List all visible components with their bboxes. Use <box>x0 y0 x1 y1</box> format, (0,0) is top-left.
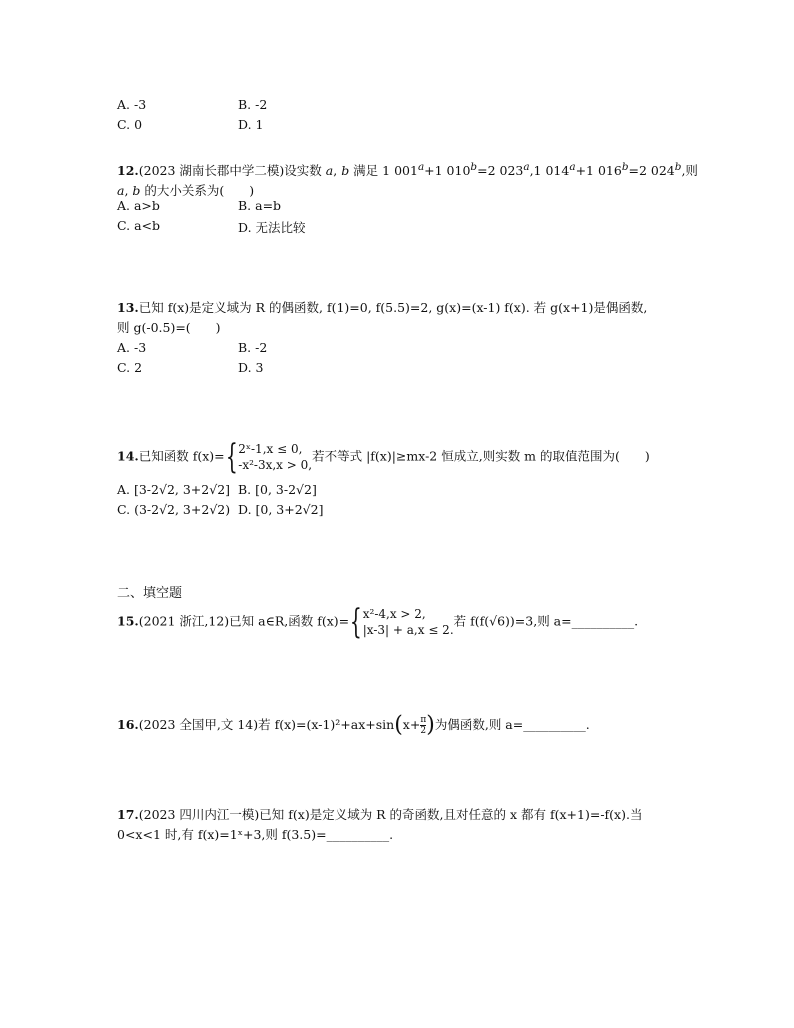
q17-line2: 0<x<1 时,有 f(x)=1ˣ+3,则 f(3.5)= <box>117 827 327 842</box>
q14-case-2: -x²-3x,x > 0, <box>238 458 313 472</box>
q15-piecewise: { x²-4,x > 2, |x-3| + a,x ≤ 2. <box>349 602 454 642</box>
q12-option-d: D. 无法比较 <box>238 220 306 235</box>
q14-number: 14. <box>117 448 139 464</box>
q12-source: (2023 湖南长郡中学二模) <box>138 163 285 179</box>
q13-option-c: C. 2 <box>117 360 143 375</box>
question-12 <box>117 157 698 201</box>
question-17: 17.(2023 四川内江一模)已知 f(x)是定义域为 R 的奇函数,且对任意的 x 都有 f(x+1)=-f(x).当 0<x<1 时,有 f(x)=1ˣ+3,则 f(3.5)=__________. <box>117 807 643 842</box>
q12-option-b: B. a=b <box>238 198 282 213</box>
section-heading-fill-in: 二、填空题 <box>117 586 183 601</box>
q14-condition: 若不等式 |f(x)|≥mx-2 恒成立,则实数 m 的取值范围为( ) <box>312 448 650 464</box>
question-15: 15.(2021 浙江,12)已知 a∈R,函数 f(x)= { x²-4,x > 2, |x-3| + a,x ≤ 2. 若 f(f(√6))=3,则 a=__________. <box>117 602 639 642</box>
q16-answer-blank[interactable]: __________ <box>523 717 586 732</box>
q15-number: 15. <box>117 613 139 629</box>
question-14: 14.已知函数 f(x)= { 2ˣ-1,x ≤ 0, -x²-3x,x > 0, 若不等式 |f(x)|≥mx-2 恒成立,则实数 m 的取值范围为( ) <box>117 437 650 477</box>
q11-option-d: D. 1 <box>238 117 264 132</box>
q12-option-a: A. a>b <box>117 198 160 213</box>
q14-option-c: C. (3-2√2, 3+2√2) <box>117 502 231 517</box>
q15-answer-blank[interactable]: __________ <box>571 613 635 629</box>
q16-number: 16. <box>117 717 139 732</box>
q11-option-a: A. -3 <box>117 97 147 112</box>
q13-option-d: D. 3 <box>238 360 264 375</box>
q13-number: 13. <box>117 300 139 315</box>
q17-line1: (2023 四川内江一模)已知 f(x)是定义域为 R 的奇函数,且对任意的 x 都有 f(x+1)=-f(x).当 <box>138 807 643 822</box>
q13-option-b: B. -2 <box>238 340 268 355</box>
q13-line1: 已知 f(x)是定义域为 R 的偶函数, f(1)=0, f(5.5)=2, g(x)=(x-1) f(x). 若 g(x+1)是偶函数, <box>138 300 648 315</box>
q14-option-b: B. [0, 3-2√2] <box>238 482 317 497</box>
q13-line2: 则 g(-0.5)=( ) <box>117 320 221 335</box>
q14-option-d: D. [0, 3+2√2] <box>238 502 324 517</box>
q11-option-b: B. -2 <box>238 97 268 112</box>
q17-answer-blank[interactable]: __________ <box>326 827 390 842</box>
q14-piecewise: { 2ˣ-1,x ≤ 0, -x²-3x,x > 0, <box>225 437 313 477</box>
question-13 <box>117 298 694 338</box>
q16-fraction: $\frac{\pi}{2}$ <box>420 715 427 736</box>
q12-line2: a, b 的大小关系为( ) <box>117 183 255 199</box>
q15-case-2: |x-3| + a,x ≤ 2. <box>362 623 454 637</box>
q14-case-1: 2ˣ-1,x ≤ 0, <box>238 442 303 456</box>
q13-option-a: A. -3 <box>117 340 147 355</box>
q12-line1: 12.(2023 湖南长郡中学二模)设实数 a, b 满足 1 $001^a+1$ $010^b=2$ 023$^a$,1 $014^a+1$ $016^b=2$ 024$^b$,则 <box>117 161 698 179</box>
q17-number: 17. <box>117 807 139 822</box>
q12-number: 12. <box>117 163 139 179</box>
q15-case-1: x²-4,x > 2, <box>362 607 426 621</box>
q12-option-c: C. a<b <box>117 218 160 233</box>
q14-option-a: A. [3-2√2, 3+2√2] <box>117 482 231 497</box>
question-16: 16.(2023 全国甲,文 14)若 f(x)=(x-1)²+ax+sin(x+ $\frac{\pi}{2}$ )为偶函数,则 a=__________. <box>117 712 590 738</box>
q11-option-c: C. 0 <box>117 117 143 132</box>
